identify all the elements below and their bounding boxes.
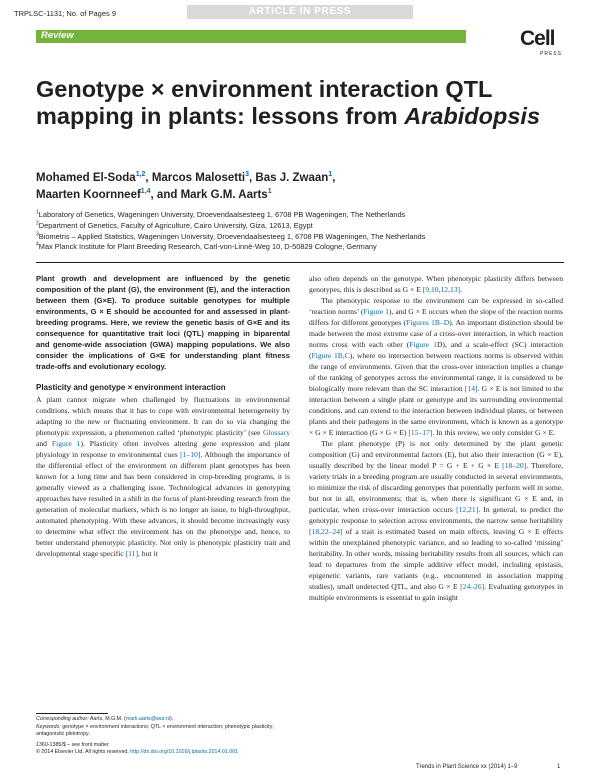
citation-link[interactable]: [1–10] — [180, 450, 201, 459]
affiliation-number: 2 — [36, 220, 39, 227]
doi-link[interactable]: http://dx.doi.org/10.1016/j.tplants.2014.01.001 — [130, 749, 239, 756]
footnotes — [36, 716, 290, 757]
running-header — [0, 0, 600, 20]
glossary-link[interactable]: Glossary — [263, 428, 290, 437]
copyright-note: © 2014 Elsevier Ltd. All rights reserved. http://dx.doi.org/10.1016/j.tplants.2014.01.001 — [36, 749, 239, 756]
article-in-press-text: ARTICLE IN PRESS — [248, 6, 352, 17]
citation-link[interactable]: [9,10,12,13] — [422, 285, 461, 294]
affiliation-text: Department of Genetics, Faculty of Agriculture, Cairo University, Giza, 12613, Egypt — [38, 220, 313, 230]
footnote-divider — [36, 713, 108, 714]
author-affiliation-ref[interactable]: 1 — [267, 188, 272, 196]
title-main: Genotype × environment interaction QTL mapping in plants: lessons from — [36, 76, 492, 129]
author — [36, 189, 181, 201]
email-link[interactable]: mark.aarts@wur.nl — [125, 716, 171, 722]
affiliation-text: Laboratory of Genetics, Wageningen University, Droevendaalsesteeg 1, 6708 PB Wageningen, The Netherlands — [38, 210, 406, 219]
author-name: Marcos Malosetti — [151, 172, 246, 184]
citation-link[interactable]: [14] — [464, 384, 478, 393]
keywords-note: Keywords: genotype × environment interactions; QTL × environment interaction; phenotypic plasticity; antagonistic pleiotropy. — [36, 723, 274, 738]
author — [36, 172, 152, 184]
affiliation-number: 4 — [36, 241, 39, 248]
cell-logo-word: Cell — [520, 27, 555, 50]
affiliation-number: 1 — [36, 209, 39, 216]
article-in-press-banner — [187, 5, 413, 19]
footer-journal-citation: Trends in Plant Science xx (2014) 1–9 — [416, 764, 518, 770]
author — [181, 189, 272, 201]
body-paragraph: A plant cannot migrate when challenged by fluctuations in environmental conditions, which means that it has to cope with environmental heterogeneity by adapting to the new or fluctuating environment. It can do so via changing the phenotypic expression, a phenomenon called ‘phenotypic plasticity’ (see Glossary and Figure 1). Plasticity often involves altering gene expression and plant physiology in response to environmental cues [1–10]. Although the importance of the differential effect of the environment on different plant genotypes has been known for a long time and has been considered in crop-breeding programs, it is generally viewed as a challenging issue. Technological advances in genotyping approaches have resulted in a shift in the focus of plant-breeding research from the generation of molecular markers, which is no longer an issue, to high-throughput, automated phenotyping. With these advances, it should become increasingly easy to determine what effect the environment has on the phenotype and, hence, to better understand phenotypic plasticity. Not only is phenotypic plasticity trait and developmental stage specific [11], but it — [36, 395, 290, 558]
author-affiliation-ref[interactable]: 1 — [328, 171, 333, 179]
author-separator: , — [145, 172, 152, 184]
author-affiliation-ref[interactable]: 1,4 — [140, 188, 151, 196]
cell-press-logo — [520, 27, 564, 57]
affiliation — [36, 221, 566, 232]
left-column — [36, 273, 290, 559]
affiliation-text: Biometris – Applied Statistics, Wageningen University, Droevendaalsesteeg 1, 6708 PB Wageningen, The Netherlands — [38, 231, 426, 241]
cell-logo-press: PRESS — [540, 51, 562, 57]
citation-link[interactable]: [12,21] — [456, 505, 479, 514]
author-separator: , and — [150, 189, 181, 201]
affiliation-text: Max Planck Institute for Plant Breeding Research, Carl-von-Linné-Weg 10, D-50829 Cologne, Germany — [38, 242, 377, 252]
affiliation-number: 3 — [36, 231, 39, 238]
author-separator: , — [332, 172, 336, 184]
page-number: 1 — [557, 764, 561, 770]
body-paragraph: also often depends on the genotype. When phenotypic plasticity differs between genotypes, this is described as G × E [9,10,12,13]. — [309, 274, 563, 294]
author-separator: , — [249, 172, 256, 184]
author-name: Mohamed El-Soda — [36, 172, 136, 184]
affiliation — [36, 210, 566, 221]
right-column — [309, 273, 563, 603]
citation-link[interactable]: [18–20] — [502, 461, 527, 470]
author-list — [36, 170, 566, 204]
figure-link[interactable]: Figure 1B,C — [311, 351, 350, 360]
citation-link[interactable]: [11] — [125, 549, 138, 558]
affiliation — [36, 232, 566, 243]
body-paragraph: The phenotypic response to the environment can be expressed in so-called ‘reaction norms’ (Figure 1), and G × E occurs when the slope of the reaction norms differs for different genotypes (Figures 1B–D). An important distinction should be made between the most extreme case of a cross-over interaction, in which reaction norms cross with each other (Figure 1D), and a scale-effect (SC) interaction (Figure 1B,C), where no intersection between reactions norms is observed within the range of environments. Given that the cross-over interaction implies a change of the ranking of genotypes across the environmental range, it is considered to be biologically more relevant than the SC interaction [14]. G × E is not limited to the interaction between a single plant or genotype and its surrounding environmental conditions, and can extend to the interaction between individual plants, or between plants and their pathogens in the same environment, which is known as a genotype × G × E interaction (G × G × E) [15–17]. In this review, we only consider G × E. — [309, 296, 563, 437]
author-affiliation-ref[interactable]: 1,2 — [135, 171, 146, 179]
figure-link[interactable]: Figures 1B–D — [406, 318, 450, 327]
author-affiliation-ref[interactable]: 3 — [245, 171, 250, 179]
citation-link[interactable]: [18,22–24] — [309, 527, 343, 536]
citation-link[interactable]: [24–26] — [460, 582, 485, 591]
article-title — [36, 76, 566, 130]
issn-note: 1360-1385/$ – see front matter — [36, 741, 109, 748]
affiliation — [36, 242, 566, 253]
section-type-bar — [36, 30, 466, 43]
title-italic: Arabidopsis — [404, 103, 541, 129]
document-id: TRPLSC-1131; No. of Pages 9 — [14, 9, 116, 18]
section-heading: Plasticity and genotype × environment interaction — [36, 383, 226, 392]
body-paragraph: The plant phenotype (P) is not only determined by the plant genetic composition (G) and environmental factors (E), but also their interaction (G × E), usually described by the linear model P = G + E + G × E [18–20]. Therefore, variety trials in a breeding program are usually conducted in several environments, to minimize the risk of discarding genotypes that potentially perform well in some, but not in all, environments; that is, when there is significant G × E and, in particular, when cross-over interaction occurs [12,21]. In general, to predict the genotypic response to selection across environments, the narrow sense heritability [18,22–24] of a trait is estimated based on main effects, leaving G × E effects within the unexplained phenotypic variance, and so leading to so-called ‘missing’ heritability. In other words, missing heritability results from all sources, which can lead to departures from the simple additive effect model, including epistasis, epigenetic variants, rare variants (e.g., encountered in association mapping studies), small undetected QTL, and also G × E [24–26]. Evaluating genotypes in multiple environments is essential to gain insight — [309, 439, 563, 602]
author-name: Maarten Koornneef — [36, 189, 141, 201]
author-name: Mark G.M. Aarts — [180, 189, 268, 201]
affiliation-list — [36, 210, 566, 253]
author — [255, 172, 335, 184]
abstract: Plant growth and development are influenced by the genetic composition of the plant (G), the environment (E), and the interaction between them (G×E). To produce suitable genotypes for multiple environments, G × E should be accounted for and assessed in plant-breeding programs. Here, we review the genetic basis of G×E and its consequence for quantitative trait loci (QTL) mapping in biparental and genome-wide association (GWA) mapping populations. We also consider the implications of G×E for understanding plant fitness trade-offs and evolutionary ecology. — [36, 274, 290, 371]
author — [152, 172, 256, 184]
section-type-label: Review — [41, 30, 74, 41]
corresponding-author-note: Corresponding author: Aarts, M.G.M. (mark.aarts@wur.nl). — [36, 716, 174, 722]
figure-link[interactable]: Figure 1 — [51, 439, 81, 448]
author-name: Bas J. Zwaan — [255, 172, 329, 184]
figure-link[interactable]: Figure 1 — [409, 340, 437, 349]
figure-link[interactable]: Figure 1 — [363, 307, 389, 316]
citation-link[interactable]: [15–17] — [408, 428, 433, 437]
header-divider — [36, 262, 564, 263]
